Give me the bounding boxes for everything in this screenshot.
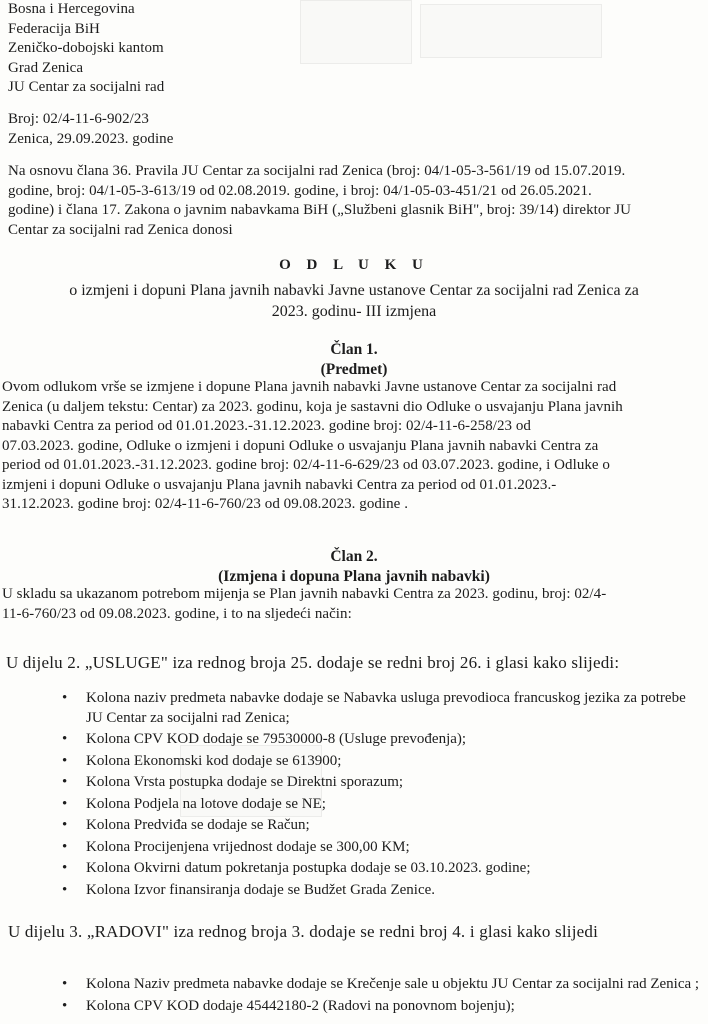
list-item-text: Kolona Predviđa se dodaje se Račun;: [86, 817, 310, 833]
list-item: [60, 881, 702, 901]
header-line: JU Centar za socijalni rad: [8, 79, 165, 95]
list-item-text: Kolona Podjela na lotove dodaje se NE;: [86, 795, 326, 812]
list-item-text: Kolona CPV KOD dodaje se 79530000-8 (Usluge prevođenja);: [86, 731, 467, 747]
bullet-icon: •: [62, 976, 68, 992]
list-item: [60, 859, 702, 879]
list-item-text: Kolona Izvor finansiranja dodaje se Budžet Grada Zenice.: [86, 881, 436, 898]
article-1-number: Član 1.: [330, 341, 378, 358]
article-2-heading: [0, 547, 708, 586]
article-1-line: 31.12.2023. godine broj: 02/4-11-6-760/23 od 09.08.2023. godine .: [2, 496, 408, 512]
list-item: [60, 838, 702, 858]
article-1-body: [2, 378, 704, 515]
article-1-line: Zenica (u daljem tekstu: Centar) za 2023. godinu, koja je sastavni dio Odluke o usvajanju Plana javnih: [2, 398, 623, 415]
list-item: [60, 773, 702, 793]
bullet-icon: •: [62, 690, 68, 706]
bullet-icon: •: [62, 774, 68, 790]
bullet-icon: •: [62, 731, 68, 747]
decision-subtitle: [0, 280, 708, 322]
article-1-title: (Predmet): [320, 360, 388, 378]
reference-block: [8, 110, 704, 149]
intro-line: godine) i člana 17. Zakona o javnim nabavkama BiH („Službeni glasnik BiH", broj: 39/14) direktor JU: [8, 202, 632, 218]
article-1-line: izmjeni i dopuni Odluke o usvajanju Plana javnih nabavki Centra za period od 01.01.2023.-: [2, 476, 557, 493]
header-line: Bosna i Hercegovina: [8, 1, 135, 17]
reference-number: Broj: 02/4-11-6-902/23: [8, 111, 149, 127]
bullet-icon: •: [62, 881, 68, 898]
bullet-icon: •: [62, 817, 68, 833]
bullet-icon: •: [62, 860, 68, 876]
article-1-line: period od 01.01.2023.-31.12.2023. godine broj: 02/4-11-6-629/23 od 03.07.2023. godine, i Odluke o: [2, 457, 610, 473]
intro-line: godine, broj: 04/1-05-3-613/19 od 02.08.2019. godine, i broj: 04/1-05-03-451/21 od 26.05.2021.: [8, 182, 592, 199]
section-radovi-list: [60, 975, 702, 1018]
decision-heading: O D L U K U: [279, 257, 429, 273]
bullet-icon: •: [62, 997, 68, 1014]
intro-line: Na osnovu člana 36. Pravila JU Centar za socijalni rad Zenica (broj: 04/1-05-3-561/19 od 15.07.2019.: [8, 163, 626, 179]
subtitle-line: 2023. godinu- III izmjena: [271, 303, 437, 320]
list-item-text: Kolona Okvirni datum pokretanja postupka dodaje se 03.10.2023. godine;: [86, 860, 531, 876]
list-item: [60, 752, 702, 772]
article-1-line: 07.03.2023. godine, Odluke o izmjeni i dopuni Odluke o usvajanju Plana javnih nabavki Centra za: [2, 437, 599, 454]
article-2-line: 11-6-760/23 od 09.08.2023. godine, i to na sljedeći način:: [2, 605, 352, 622]
list-item: [60, 795, 702, 815]
intro-paragraph: [8, 162, 704, 240]
intro-line: Centar za socijalni rad Zenica donosi: [8, 221, 233, 238]
list-item-text: Kolona Ekonomski kod dodaje se 613900;: [86, 752, 342, 769]
subtitle-line: o izmjeni i dopuni Plana javnih nabavki Javne ustanove Centar za socijalni rad Zenica za: [69, 282, 639, 299]
article-2-number: Član 2.: [330, 548, 378, 565]
header-line: Zeničko-dobojski kantom: [8, 40, 164, 56]
list-item-text: Kolona Naziv predmeta nabavke dodaje se Krečenje sale u objektu JU Centar za socijalni rad Zenica ;: [86, 976, 700, 992]
article-1-line: nabavki Centra za period od 01.01.2023.-31.12.2023. godine broj: 02/4-11-6-258/23 od: [2, 418, 531, 434]
article-2-line: U skladu sa ukazanom potrebom mijenja se Plan javnih nabavki Centra za 2023. godinu, broj: 02/4-: [2, 586, 607, 602]
bullet-icon: •: [62, 838, 68, 855]
article-1-line: Ovom odlukom vrše se izmjene i dopune Plana javnih nabavki Javne ustanove Centar za socijalni rad: [2, 379, 617, 395]
list-item-text: Kolona CPV KOD dodaje 45442180-2 (Radovi na ponovnom bojenju);: [86, 997, 515, 1014]
section-usluge-list: [60, 689, 702, 902]
institution-header: [8, 0, 704, 98]
list-item: [60, 689, 702, 728]
list-item: [60, 975, 702, 995]
list-item: [60, 730, 702, 750]
header-line: Grad Zenica: [8, 59, 84, 76]
section-radovi-heading: U dijelu 3. „RADOVI" iza rednog broja 3. dodaje se redni broj 4. i glasi kako slijedi: [8, 922, 599, 941]
section-usluge-heading: U dijelu 2. „USLUGE" iza rednog broja 25. dodaje se redni broj 26. i glasi kako slijedi:: [6, 653, 620, 672]
reference-date: Zenica, 29.09.2023. godine: [8, 130, 174, 147]
article-2-title: (Izmjena i dopuna Plana javnih nabavki): [218, 567, 490, 585]
list-item: [60, 997, 702, 1017]
article-2-body: [2, 585, 704, 624]
list-item-text: Kolona Vrsta postupka dodaje se Direktni sporazum;: [86, 774, 404, 790]
header-line: Federacija BiH: [8, 20, 100, 37]
list-item-text: Kolona naziv predmeta nabavke dodaje se Nabavka usluga prevodioca francuskog jezika za potrebe JU Centar za socijalni rad Zenica;: [86, 690, 686, 726]
article-1-heading: [0, 340, 708, 379]
bullet-icon: •: [62, 752, 68, 769]
list-item-text: Kolona Procijenjena vrijednost dodaje se 300,00 KM;: [86, 838, 410, 855]
bullet-icon: •: [62, 795, 68, 812]
list-item: [60, 816, 702, 836]
